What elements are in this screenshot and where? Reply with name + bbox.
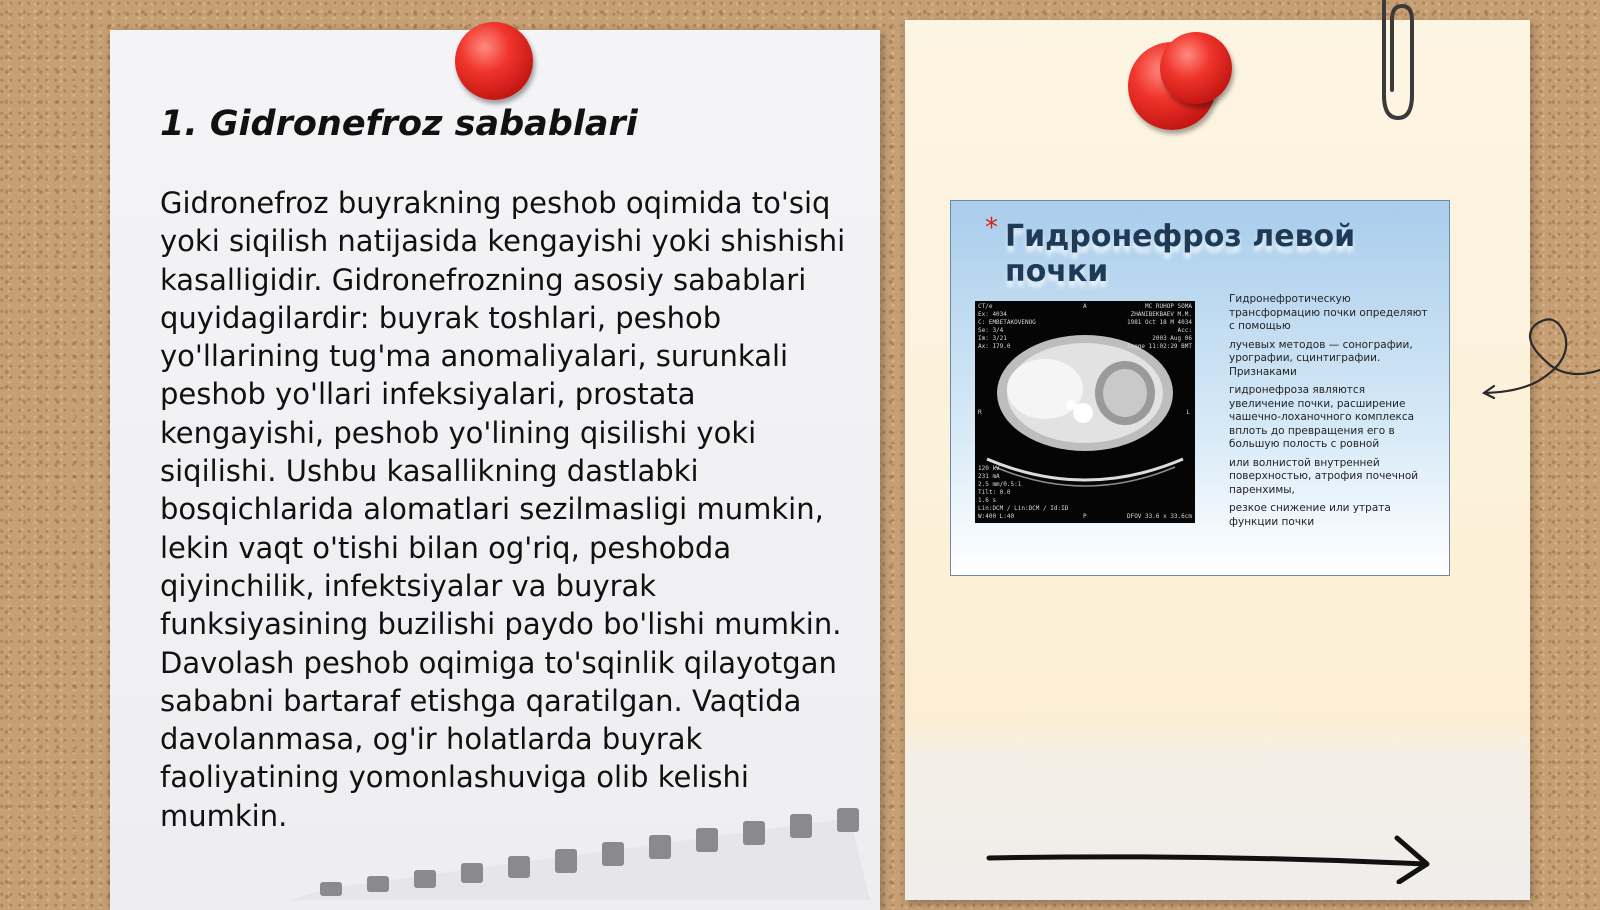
loop-arrow-doodle [1480,310,1600,410]
slide-bullet-star: * [985,213,998,243]
body-paragraph: Gidronefroz buyrakning peshob oqimida to'siq yoki siqilish natijasida kengayishi yoki shishishi kasalligidir. Gidronefrozning asosiy sabablari quyidagilardir: buyrak toshlari, peshob yo'llarining tug'ma anomaliyalari, surunkali peshob yo'llari infeksiyalari, prostata kengayishi, peshob yo'lining qisilishi yoki siqilishi. Ushbu kasallikning dastlabki bosqichlarida alomatlari sezilmasligi mumkin, lekin vaqt o'tishi bilan og'riq, peshobda qiyinchilik, infektsiyalar va buyrak funksiyasining buzilishi paydo bo'lishi mumkin. Davolash peshob oqimiga to'sqinlik qilayotgan sababni bartaraf etishga qaratilgan. Vaqtida davolanmasa, og'ir holatlarda buyrak faoliyatining yomonlashuviga olib kelishi mumkin. [160,186,846,833]
ct-label-top-left: CT/e Ex: 4034 C: EMBETAKOVENOG Se: 3/4 Im: 3/21 Ax: I79.0 [978,303,1036,350]
slide-note-line: лучевых методов — сонографии, урографии, сцинтиграфии. Признаками [1229,338,1413,378]
ct-label-mid-right: L [1186,409,1190,416]
page-title: 1. Gidronefroz sabablari [160,104,638,144]
ct-label-bottom-right: DFOV 33.6 x 33.6cm [1126,513,1192,520]
slide-note-line: резкое снижение или утрата функции почки [1229,502,1391,528]
slide-notes [1221,293,1431,534]
slide-title: Гидронефроз левой почки [1005,219,1356,289]
slide-note-line: Гидронефротическую трансформацию почки определяют с помощью [1229,293,1428,332]
slide-note-line: или волнистой внутренней поверхностью, атрофия почечной паренхимы, [1229,456,1419,496]
embedded-slide-image [950,200,1450,576]
ct-label-bottom-left: 120 kV 231 mA 2.5 mm/0.5:1 Tilt: 0.0 1.6 s Lin:DCM / Lin:DCM / Id:ID W:400 L:40 [978,465,1069,520]
slide-note-line: гидронефроза являются увеличение почки, расширение чашечно-лоханочного комплекса вплоть до превращения его в большую полость с ровной [1229,384,1415,450]
red-pushpin-icon [455,22,533,100]
ct-label-bottom-center: P [1083,513,1087,520]
red-pushpin-icon [1160,32,1232,104]
paperclip-icon [1372,0,1420,125]
right-arrow-icon [985,834,1445,884]
ct-label-mid-left: R [978,409,982,416]
ct-label-top-center: A [1083,303,1087,310]
ct-scan-image [975,301,1195,523]
ct-label-top-right: MC RUHOP SOMA ZHANIBEKBAEV M.M. 1981 Oct 18 M 4034 Acc: 2003 Aug 06 Image 11:02:29 BMT [1126,303,1192,350]
